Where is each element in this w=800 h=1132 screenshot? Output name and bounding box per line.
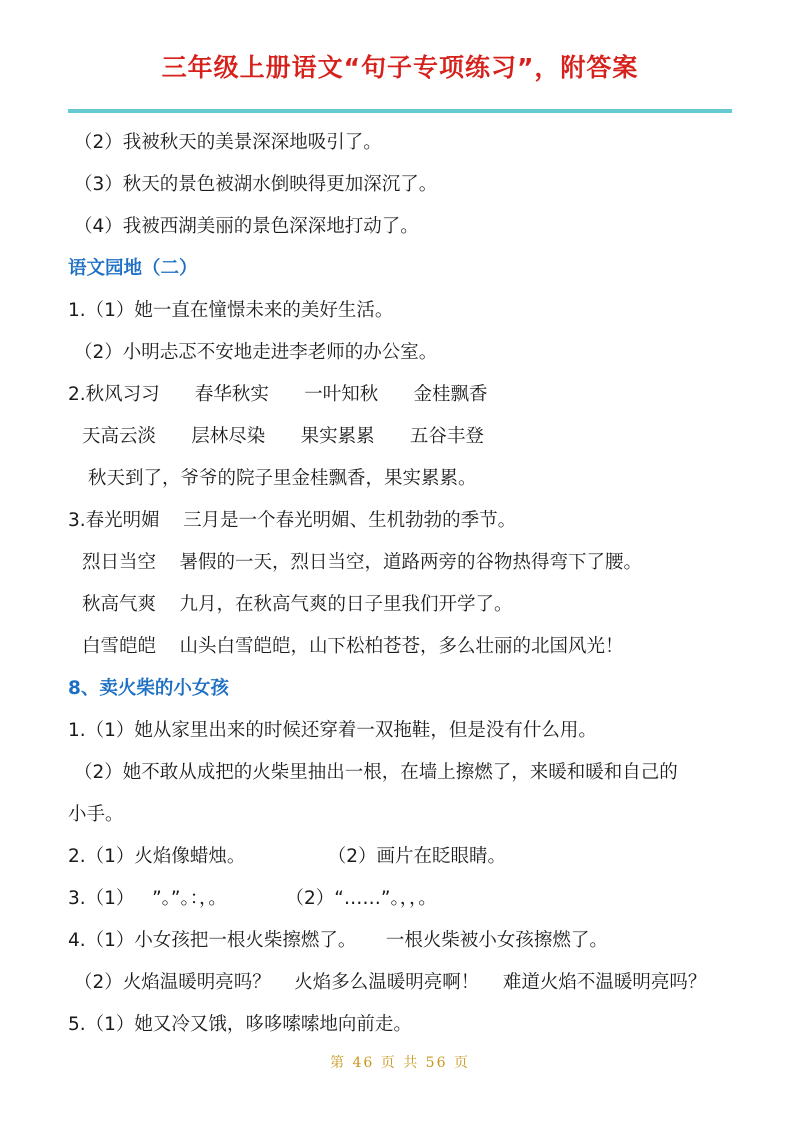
answer-line: （2）她不敢从成把的火柴里抽出一根，在墙上擦燃了，来暖和暖和自己的 <box>74 762 678 783</box>
answer-line: 1.（1）她一直在憧憬未来的美好生活。 <box>68 300 394 321</box>
answer-line: （3）秋天的景色被湖水倒映得更加深沉了。 <box>74 174 438 195</box>
answer-line: 3.春光明媚 三月是一个春光明媚、生机勃勃的季节。 <box>68 510 517 531</box>
answer-line: 1.（1）她从家里出来的时候还穿着一双拖鞋，但是没有什么用。 <box>68 720 597 741</box>
answer-line: 3.（1） ”。”。：，。 （2）“……”。，，。 <box>68 888 437 909</box>
answer-line: 2.（1）火焰像蜡烛。 （2）画片在眨眼睛。 <box>68 846 507 867</box>
answer-line: 白雪皑皑 山头白雪皑皑，山下松柏苍苍，多么壮丽的北国风光！ <box>82 636 624 657</box>
answer-line: 天高云淡 层林尽染 果实累累 五谷丰登 <box>82 426 484 447</box>
answer-line: 小手。 <box>68 804 124 825</box>
answer-line: 烈日当空 暑假的一天，烈日当空，道路两旁的谷物热得弯下了腰。 <box>82 552 643 573</box>
answer-line: 5.（1）她又冷又饿，哆哆嗦嗦地向前走。 <box>68 1014 412 1035</box>
answer-line: 2.秋风习习 春华秋实 一叶知秋 金桂飘香 <box>68 384 488 405</box>
answer-line: 秋天到了，爷爷的院子里金桂飘香，果实累累。 <box>88 468 477 489</box>
answer-line: 4.（1）小女孩把一根火柴擦燃了。 一根火柴被小女孩擦燃了。 <box>68 930 608 951</box>
page-title: 三年级上册语文“句子专项练习”，附答案 <box>161 53 639 82</box>
title-divider <box>68 109 732 113</box>
page-footer: 第 46 页 共 56 页 <box>330 1055 470 1071</box>
section-heading: 8、卖火柴的小女孩 <box>68 678 229 699</box>
answer-line: （2）我被秋天的美景深深地吸引了。 <box>74 132 382 153</box>
answer-line: （2）火焰温暖明亮吗？ 火焰多么温暖明亮啊！ 难道火焰不温暖明亮吗？ <box>74 972 707 993</box>
section-heading: 语文园地（二） <box>68 258 198 279</box>
answer-line: （2）小明忐忑不安地走进李老师的办公室。 <box>74 342 438 363</box>
answer-line: 秋高气爽 九月，在秋高气爽的日子里我们开学了。 <box>82 594 513 615</box>
answer-line: （4）我被西湖美丽的景色深深地打动了。 <box>74 216 419 237</box>
